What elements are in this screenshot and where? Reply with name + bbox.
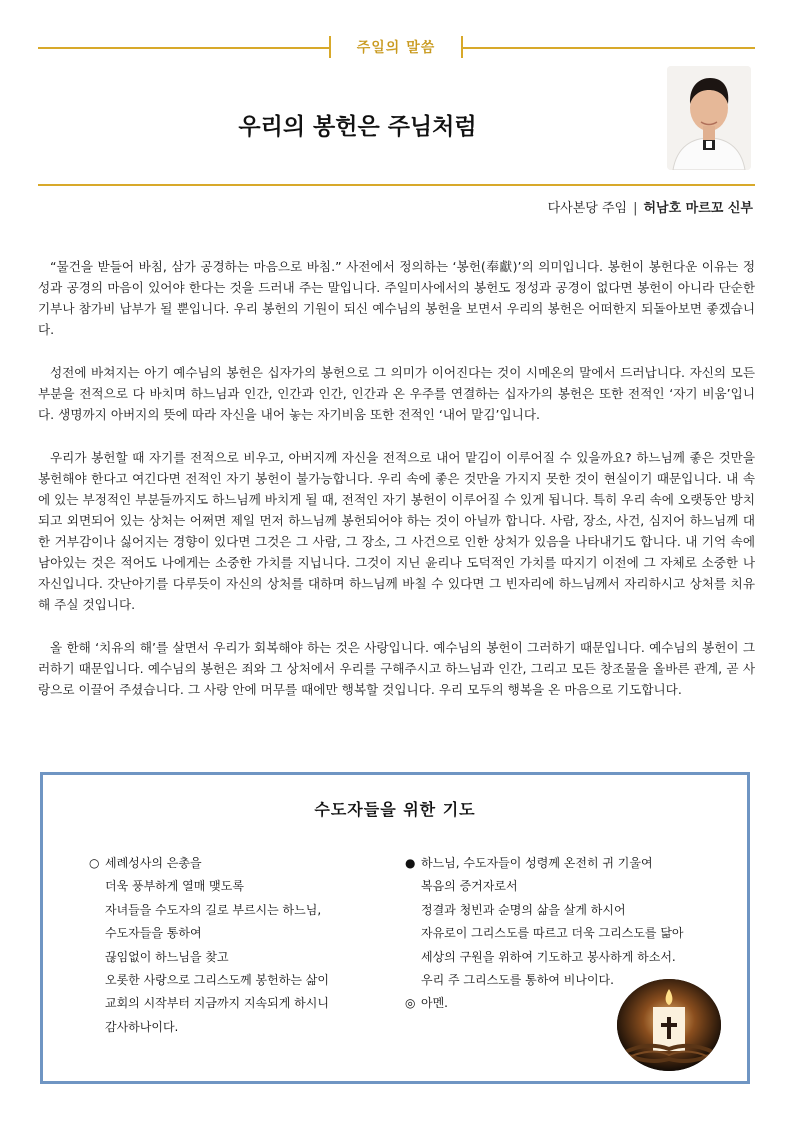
prayer-right-line: 복음의 증거자로서 xyxy=(421,879,518,894)
candle-cross-image xyxy=(617,979,721,1071)
section-label: 주일의 말씀 xyxy=(356,40,436,56)
prayer-left-line: 오롯한 사랑으로 그리스도께 봉헌하는 삶이 xyxy=(105,973,329,988)
prayer-box xyxy=(40,772,750,1084)
prayer-right-line: ● 하느님, 수도자들이 성령께 온전히 귀 기울여 xyxy=(405,852,725,875)
byline-separator: | xyxy=(633,201,638,216)
prayer-left-line: 수도자들을 통하여 xyxy=(105,926,202,941)
filled-circle-icon: ● xyxy=(405,856,416,870)
author-photo xyxy=(667,66,751,170)
prayer-left-line: 더욱 풍부하게 열매 맺도록 xyxy=(105,879,244,894)
prayer-left-line: 교회의 시작부터 지금까지 지속되게 하시니 xyxy=(105,996,329,1011)
page-title: 우리의 봉헌은 주님처럼 xyxy=(238,114,477,140)
article-paragraph-3: 우리가 봉헌할 때 자기를 전적으로 비우고, 아버지께 자신을 전적으로 내어 맡김이 이루어질 수 있을까요? 하느님께 좋은 것만을 봉헌해야 한다고 여긴다면 전적인 자기 봉헌이 불가능합니다. 우리 속에 좋은 것만을 가지지 못한 것이 현실이기 때문입니다. 내 속에 있는 부정적인 부분들까지도 하느님께 바치게 될 때, 전적인 자기 봉헌이 이루어질 수 있게 됩니다. 특히 우리 속에 오랫동안 방치되고 외면되어 있는 상처는 어쩌면 제일 먼저 하느님께 봉헌되어야 하는 것이 아닐까 합니다. 사람, 장소, 사건, 심지어 하느님께 대한 거부감이나 싫어지는 경향이 있다면 그것은 그 사람, 그 장소, 그 사건으로 인한 상처가 있음을 나타내기도 합니다. 내 기억 속에 남아있는 것은 적어도 나에게는 소중한 가치를 지닙니다. 그것이 지닌 윤리나 도덕적인 가치를 따지기 이전에 그 자체로 소중한 나 자신입니다. 갓난아기를 다루듯이 자신의 상처를 대하며 하느님께 바칠 수 있다면 그 빈자리에 하느님께서 자리하시고 상처를 치유해 주실 것입니다. xyxy=(38,450,755,612)
prayer-left-line: 자녀들을 수도자의 길로 부르시는 하느님, xyxy=(105,902,322,917)
prayer-left-line: 끊임없이 하느님을 찾고 xyxy=(105,949,229,964)
prayer-left-line: ○ 세례성사의 은총을 xyxy=(89,852,399,875)
header-divider xyxy=(38,184,755,186)
prayer-left-column xyxy=(89,852,399,1039)
prayer-right-line: 정결과 청빈과 순명의 삶을 살게 하시어 xyxy=(421,902,626,917)
article-paragraph-2: 성전에 바쳐지는 아기 예수님의 봉헌은 십자가의 봉헌으로 그 의미가 이어진다는 것이 시메온의 말에서 드러납니다. 자신의 모든 부분을 전적으로 다 바치며 하느님과 인간, 인간과 인간, 인간과 온 우주를 연결하는 십자가의 봉헌은 또한 전적인 ‘자기 비움’입니다. 생명까지 아버지의 뜻에 따라 자신을 내어 놓는 자기비움 또한 전적인 ‘내어 맡김’입니다. xyxy=(38,365,755,422)
article-body xyxy=(38,256,755,722)
header-rule-right xyxy=(463,47,755,49)
article-paragraph-4: 올 한해 ‘치유의 해’를 살면서 우리가 회복해야 하는 것은 사랑입니다. 예수님의 봉헌이 그러하기 때문입니다. 예수님의 봉헌이 그러하기 때문입니다. 예수님의 봉헌은 죄와 그 상처에서 우리를 구해주시고 하느님과 인간, 그리고 모든 창조물을 올바른 관계, 곧 사랑으로 이끌어 주셨습니다. 그 사랑 안에 머무를 때에만 행복할 것입니다. 우리 모두의 행복을 온 마음으로 기도합니다. xyxy=(38,640,755,697)
prayer-right-line: 우리 주 그리스도를 통하여 비나이다. xyxy=(421,973,614,988)
byline-author: 허남호 마르꼬 신부 xyxy=(643,201,753,216)
prayer-amen-line: ◎ 아멘. xyxy=(405,992,725,1015)
bullseye-icon: ◎ xyxy=(405,996,416,1011)
hollow-circle-icon: ○ xyxy=(89,856,100,870)
byline xyxy=(548,197,753,216)
header-rule-left xyxy=(38,47,331,49)
prayer-left-line: 감사하나이다. xyxy=(105,1019,179,1034)
prayer-title: 수도자들을 위한 기도 xyxy=(314,800,476,819)
prayer-right-line: 세상의 구원을 위하여 기도하고 봉사하게 하소서. xyxy=(421,949,676,964)
byline-parish: 다사본당 주임 xyxy=(547,201,628,216)
prayer-right-line: 자유로이 그리스도를 따르고 더욱 그리스도를 닮아 xyxy=(421,926,684,941)
article-paragraph-1: “물건을 받들어 바침, 삼가 공경하는 마음으로 바침.” 사전에서 정의하는 ‘봉헌(奉獻)’의 의미입니다. 봉헌이 봉헌다운 이유는 정성과 공경의 마음이 있어야 한다는 것을 드러내 주는 말입니다. 주일미사에서의 봉헌도 정성과 공경이 없다면 봉헌이 아니라 단순한 기부나 참가비 납부가 될 뿐입니다. 우리 봉헌의 기원이 되신 예수님의 봉헌을 보면서 우리의 봉헌은 어떠한지 되돌아보면 좋겠습니다. xyxy=(38,259,755,337)
